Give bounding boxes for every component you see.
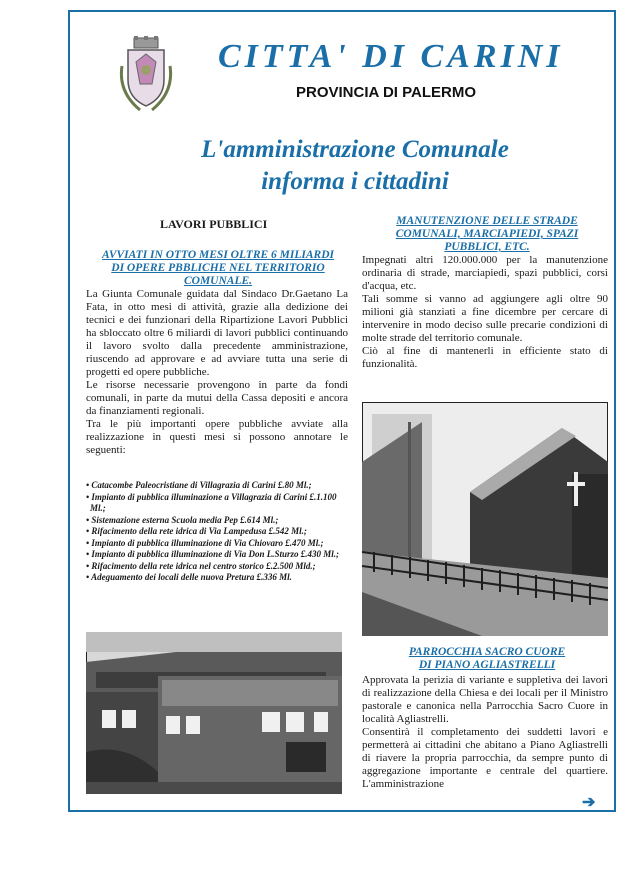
city-title: CITTA' DI CARINI <box>218 38 564 75</box>
right-paragraph-2: Tali somme si vanno ad aggiungere agli oltre 90 milioni già stanziati a fine dicembre per cercare di intervenire in modo deciso sulle precarie condizioni di molte strade del territorio comunale. <box>362 293 608 344</box>
right-heading-line-3: PUBBLICI, ETC. <box>444 241 530 253</box>
right-paragraph-1: Impegnati altri 120.000.000 per la manutenzione ordinaria di strade, marciapiedi, spazi pubblici, corsi d'acqua, etc. <box>362 254 608 292</box>
right-column-heading <box>362 215 612 254</box>
parish-heading-line-1: PARROCCHIA SACRO CUORE <box>408 646 566 658</box>
parish-heading <box>362 646 612 672</box>
list-item: • Rifacimento della rete idrica nel centro storico £.2.500 Mld.; <box>86 560 316 571</box>
list-item: • Impianto di pubblica illuminazione a Villagrazia di Carini £.1.100 Ml.; <box>86 491 337 513</box>
headline <box>110 134 600 198</box>
left-column-heading <box>86 249 350 288</box>
continue-arrow-icon: ➔ <box>582 794 596 811</box>
list-item: • Catacombe Paleocristiane di Villagrazia di Carini £.80 Ml.; <box>86 480 312 490</box>
coat-of-arms-icon <box>118 36 174 116</box>
left-paragraph-1: La Giunta Comunale guidata dal Sindaco Dr.Gaetano La Fata, in otto mesi di attività, grazie alla dedizione dei tecnici e dei funzionari della Ripartizione Lavori Pubblici ha sbloccato oltre 6 miliardi di lavori pubblici continuando il lavoro svolto dalla precedente amministrazione, riuscendo ad approvare e ad avviare tutta una serie di progetti ed opere pubbliche. <box>86 288 348 378</box>
church-photo <box>362 402 608 636</box>
parish-body <box>362 674 608 791</box>
list-item: • Rifacimento della rete idrica di Via Lampedusa £.542 Ml.; <box>86 526 307 536</box>
list-item: • Impianto di pubblica illuminazione di Via Don L.Sturzo £.430 Ml.; <box>86 549 339 559</box>
right-heading-line-2: COMUNALI, MARCIAPIEDI, SPAZI <box>395 228 579 240</box>
left-column-body <box>86 288 348 457</box>
province-label: PROVINCIA DI PALERMO <box>296 84 477 101</box>
list-item: • Sistemazione esterna Scuola media Pep £.614 Ml.; <box>86 514 279 525</box>
parish-paragraph-2: Consentirà il completamento dei suddetti lavori e permetterà ai cittadini che abitano a Piano Agliastrelli di riavere la propria parrocchia, da sempre punto di aggregazione importante e centrale del quartiere. L'amministrazione <box>362 726 608 790</box>
parish-paragraph-1: Approvata la perizia di variante e suppletiva dei lavori di realizzazione della Chiesa e dei locali per il Ministro pastorale e canonica nella Parrocchia Sacro Cuore in località Agliastrelli. <box>362 674 608 725</box>
parish-heading-line-2: DI PIANO AGLIASTRELLI <box>418 659 556 671</box>
section-label-lavori: LAVORI PUBBLICI <box>160 217 268 231</box>
left-heading-line-3: COMUNALE. <box>183 275 253 287</box>
right-heading-line-1: MANUTENZIONE DELLE STRADE <box>396 215 578 227</box>
right-column-body <box>362 254 608 371</box>
headline-line-1: L'amministrazione Comunale <box>201 136 509 163</box>
building-photo <box>86 632 342 794</box>
left-paragraph-3: Tra le più importanti opere pubbliche avviate alla realizzazione in questi mesi si possono annotare le seguenti: <box>86 418 348 456</box>
left-heading-line-1: AVVIATI IN OTTO MESI OLTRE 6 MILIARDI <box>102 249 334 261</box>
left-paragraph-2: Le risorse necessarie provengono in parte da fondi comunali, in parte da mutui della Cassa depositi e ancora da finanziamenti regionali. <box>86 379 348 417</box>
right-paragraph-3: Ciò al fine di mantenerli in efficiente stato di funzionalità. <box>362 345 608 370</box>
list-item: • Impianto di pubblica illuminazione di Via Chiovaro £.470 Ml.; <box>86 537 324 548</box>
public-works-list <box>86 480 348 584</box>
headline-line-2: informa i cittadini <box>261 168 449 195</box>
left-heading-line-2: DI OPERE PBBLICHE NEL TERRITORIO <box>111 262 325 274</box>
list-item: • Adeguamento dei locali delle nuova Pretura £.336 Ml. <box>86 572 292 582</box>
